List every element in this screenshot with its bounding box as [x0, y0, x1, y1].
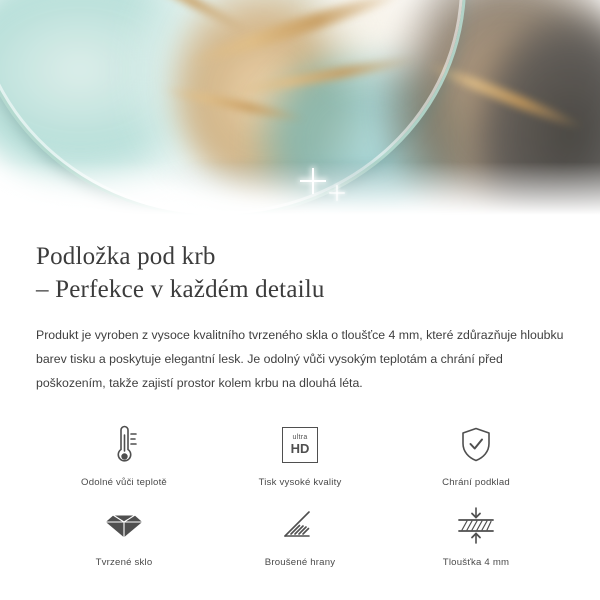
headline-line-1: Podložka pod krb: [36, 243, 216, 270]
feature-item-polished-edges: [212, 502, 388, 568]
description-paragraph: Produkt je vyroben z vysoce kvalitního tvrzeného skla o tloušťce 4 mm, které zdůrazňuje hloubku barev tisku a poskytuje elegantní lesk. Je odolný vůči vysokým teplotám a chrání před poškozením, takže zajistí prostor kolem krbu na dlouhá léta.: [36, 328, 564, 390]
feature-item-protects-surface: [388, 422, 564, 488]
hero-bottom-fade: [0, 162, 600, 222]
thickness-icon: [453, 502, 499, 548]
feature-label: Odolné vůči teplotě: [81, 476, 167, 488]
diamond-icon: [102, 502, 146, 548]
feature-item-thickness: [388, 502, 564, 568]
feature-label: Tvrzené sklo: [95, 556, 153, 568]
feature-item-temperature: [36, 422, 212, 488]
headline-line-2: – Perfekce v každém detailu: [36, 276, 325, 303]
shield-check-icon: [456, 422, 496, 468]
ultra-hd-bottom-text: HD: [290, 441, 310, 457]
feature-item-tempered-glass: [36, 502, 212, 568]
feature-grid: [36, 422, 564, 568]
thermometer-icon: [104, 422, 144, 468]
feature-item-print-quality: [212, 422, 388, 488]
feature-label: Tloušťka 4 mm: [442, 556, 510, 568]
feature-label: Chrání podklad: [442, 476, 510, 488]
page-title: [36, 240, 564, 306]
ultra-hd-icon: [282, 422, 318, 468]
feature-label: Tisk vysoké kvality: [258, 476, 342, 488]
polished-edges-icon: [279, 502, 321, 548]
hero-image: [0, 0, 600, 222]
ultra-hd-top-text: ultra: [292, 434, 308, 442]
content-area: [0, 240, 600, 568]
feature-label: Broušené hrany: [264, 556, 336, 568]
